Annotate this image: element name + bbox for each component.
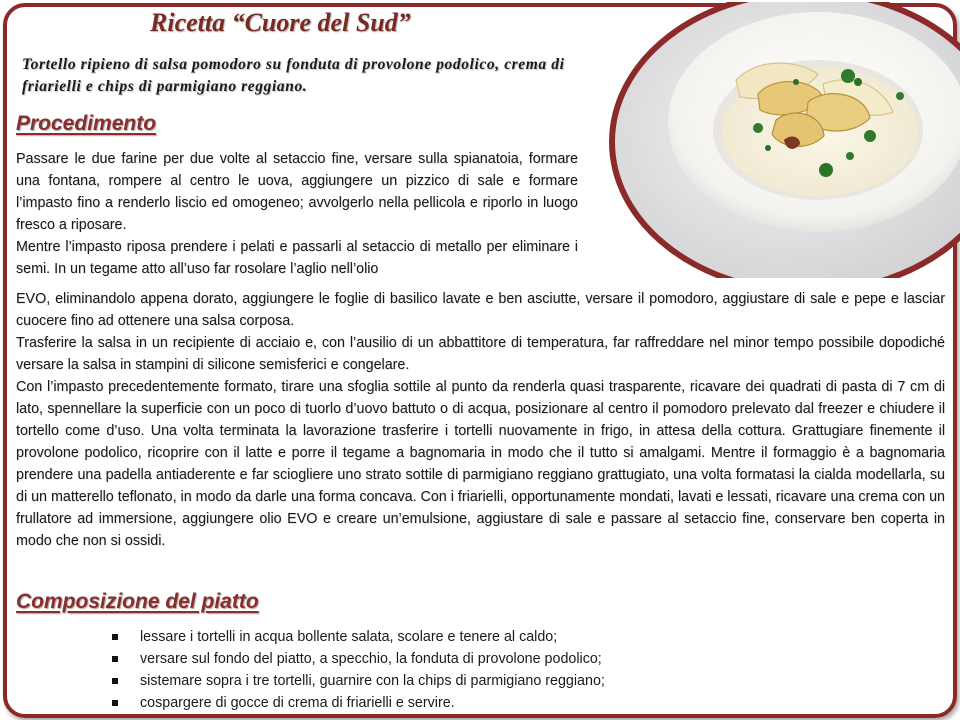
bullet-icon xyxy=(112,634,118,640)
list-item-text: sistemare sopra i tre tortelli, guarnire con la chips di parmigiano reggiano; xyxy=(140,673,605,689)
list-item-text: versare sul fondo del piatto, a specchio, la fonduta di provolone podolico; xyxy=(140,651,602,667)
composizione-list xyxy=(110,626,790,714)
list-item xyxy=(110,648,790,670)
bullet-icon xyxy=(112,656,118,662)
procedimento-paragraph-4: Trasferire la salsa in un recipiente di acciaio e, con l’ausilio di un abbattitore di temperatura, far raffreddare nel minor tempo possibile dopodiché versare la salsa in stampini di silicone semisferici e congelare. xyxy=(16,335,945,373)
recipe-subtitle: Tortello ripieno di salsa pomodoro su fonduta di provolone podolico, crema di friarielli e chips di parmigiano reggiano. xyxy=(22,56,565,95)
procedimento-paragraph-2: Mentre l’impasto riposa prendere i pelati e passarli al setaccio di metallo per eliminare i semi. In un tegame atto all’uso far rosolare l’aglio nell’olio xyxy=(16,239,578,277)
bullet-icon xyxy=(112,678,118,684)
list-item-text: cospargere di gocce di crema di friarielli e servire. xyxy=(140,695,455,711)
composizione-heading: Composizione del piatto xyxy=(16,590,259,613)
procedimento-intro xyxy=(16,148,578,280)
procedimento-heading: Procedimento xyxy=(16,112,157,135)
dish-photo xyxy=(608,2,960,278)
bullet-icon xyxy=(112,700,118,706)
recipe-title: Ricetta “Cuore del Sud” xyxy=(150,8,411,37)
procedimento-paragraph-1: Passare le due farine per due volte al setaccio fine, versare sulla spianatoia, formare una fontana, rompere al centro le uova, aggiungere un pizzico di sale e formare l’impasto fino a renderlo liscio ed omogeneo; avvolgerlo nella pellicola e riporlo in luogo fresco a riposare. xyxy=(16,151,578,233)
list-item-text: lessare i tortelli in acqua bollente salata, scolare e tenere al caldo; xyxy=(140,629,558,645)
procedimento-paragraph-5: Con l’impasto precedentemente formato, tirare una sfoglia sottile al punto da renderla quasi trasparente, ricavare dei quadrati di pasta di 7 cm di lato, spennellare la superficie con un poco di tuorlo d’uovo battuto o di acqua, posizionare al centro il pomodoro prelevato dal freezer e chiudere il tortello come d’uso. Una volta terminata la lavorazione trasferire i tortelli nuovamente in frigo, in attesa della cottura. Grattugiare finemente il provolone podolico, ricoprire con il latte e porre il tegame a bagnomaria in modo che il tutto si amalgami. Mentre il formaggio è a bagnomaria prendere una padella antiaderente e far sciogliere uno strato sottile di parmigiano reggiano grattugiato, una volta formatasi la cialda modellarla, su di un matterello teflonato, in modo da darle una forma concava. Con i friarielli, opportunamente mondati, lavati e lessati, ricavare una crema con un frullatore ad immersione, aggiungere olio EVO e creare un’emulsione, aggiustare di sale e passare al setaccio fine, conservare ben coperta in modo che non si ossidi. xyxy=(16,379,946,549)
list-item xyxy=(110,670,790,692)
procedimento-continued xyxy=(16,288,945,552)
list-item xyxy=(110,626,790,648)
procedimento-paragraph-3: EVO, eliminandolo appena dorato, aggiungere le foglie di basilico lavate e ben asciutte, versare il pomodoro, aggiustare di sale e pepe e lasciar cuocere fino ad ottenere una salsa corposa. xyxy=(16,291,945,329)
list-item xyxy=(110,692,790,714)
